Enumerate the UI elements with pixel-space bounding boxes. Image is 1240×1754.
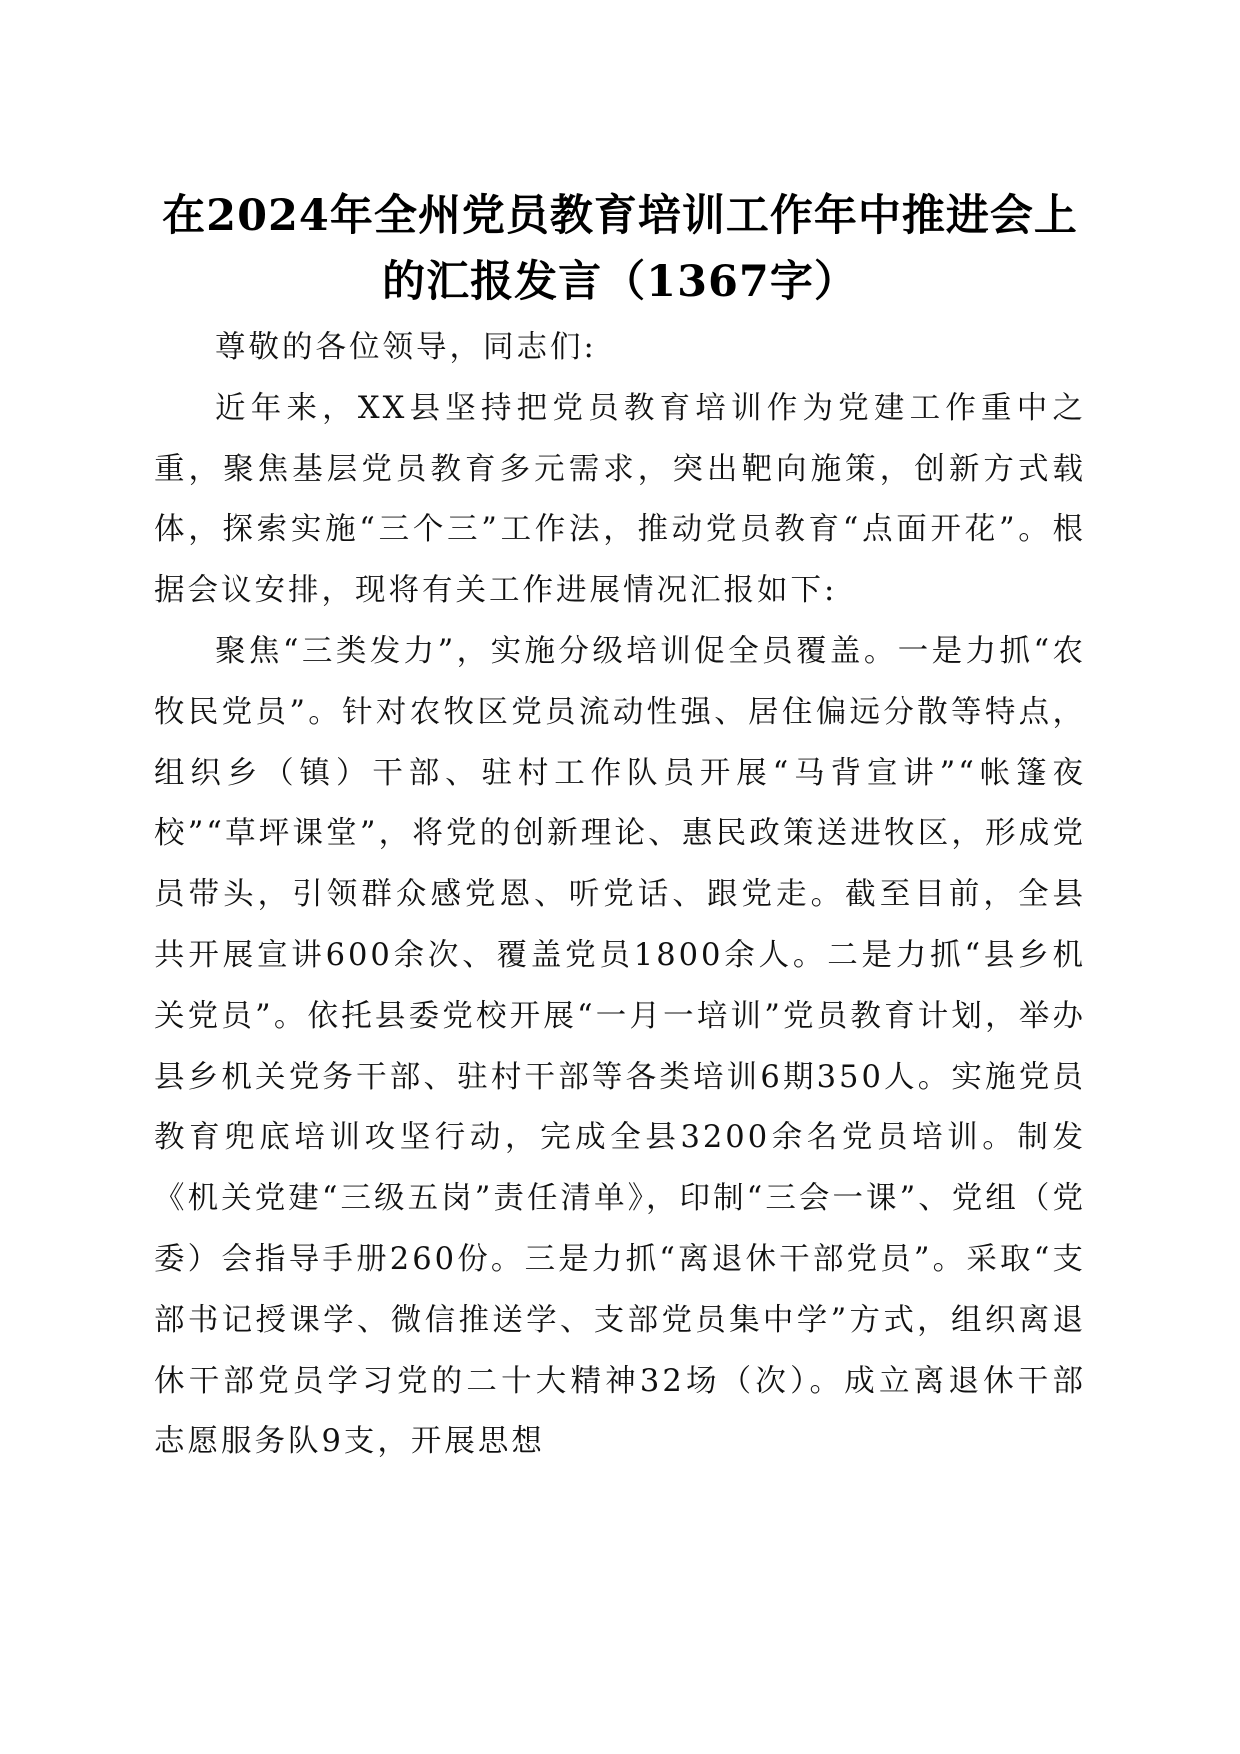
paragraph-intro: 近年来，XX县坚持把党员教育培训作为党建工作重中之重，聚焦基层党员教育多元需求，突出靶向施策，创新方式载体，探索实施“三个三”工作法，推动党员教育“点面开花”。根据会议安排，现将有关工作进展情况汇报如下: [154, 390, 1086, 609]
paragraph-section-one: 聚焦“三类发力”，实施分级培训促全员覆盖。一是力抓“农牧民党员”。针对农牧区党员流动性强、居住偏远分散等特点，组织乡（镇）干部、驻村工作队员开展“马背宣讲”“帐篷夜校”“草坪课堂”，将党的创新理论、惠民政策送进牧区，形成党员带头，引领群众感党恩、听党话、跟党走。截至目前，全县共开展宣讲600余次、覆盖党员1800余人。二是力抓“县乡机关党员”。依托县委党校开展“一月一培训”党员教育计划，举办县乡机关党务干部、驻村干部等各类培训6期350人。实施党员教育兜底培训攻坚行动，完成全县3200余名党员培训。制发《机关党建“三级五岗”责任清单》，印制“三会一课”、党组（党委）会指导手册260份。三是力抓“离退休干部党员”。采取“支部书记授课学、微信推送学、支部党员集中学”方式，组织离退休干部党员学习党的二十大精神32场（次）。成立离退休干部志愿服务队9支，开展思想 [154, 633, 1086, 1460]
salutation: 尊敬的各位领导，同志们: [215, 330, 597, 365]
document-body [154, 318, 1086, 1473]
document-title: 在2024年全州党员教育培训工作年中推进会上的汇报发言（1367字） [162, 191, 1078, 307]
